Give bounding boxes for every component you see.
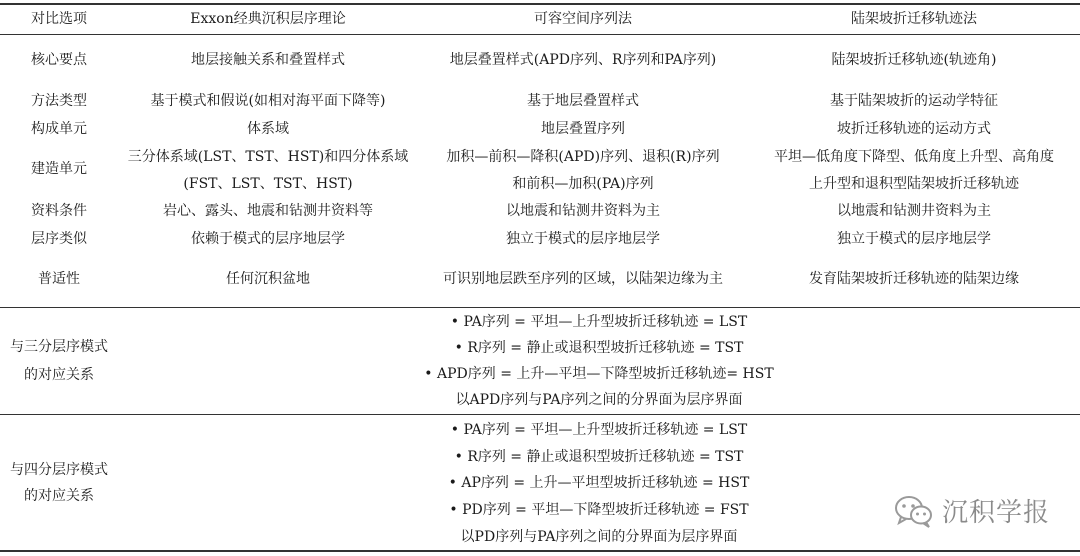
table-cell: 基于模式和假说(如相对海平面下降等) [150, 93, 386, 109]
table-cell: 以地震和钻测井资料为主 [837, 203, 991, 219]
watermark-text: 沉积学报 [941, 498, 1050, 528]
list-item: • AP序列 = 上升—平坦型坡折迁移轨迹 = HST [448, 475, 750, 491]
section-rule-2 [0, 414, 1080, 415]
three-part-label: 与三分层序模式 [10, 339, 108, 355]
table-cell: 和前积—加积(PA)序列 [512, 176, 654, 192]
four-part-label: 的对应关系 [24, 488, 94, 504]
table-cell: 平坦—低角度下降型、低角度上升型、高角度 [774, 149, 1054, 165]
list-item: • PA序列 = 平坦—上升型坡折迁移轨迹 = LST [450, 422, 748, 438]
header-accommodation: 可容空间序列法 [534, 11, 632, 27]
list-item: • PD序列 = 平坦—下降型坡折迁移轨迹 = FST [449, 502, 749, 518]
table-cell: 上升型和退积型陆架坡折迁移轨迹 [809, 176, 1019, 192]
header-comparison-item: 对比选项 [31, 11, 87, 27]
wechat-icon [894, 494, 934, 528]
row-label-sequence-type: 层序类似 [31, 231, 87, 247]
row-label-building-unit: 建造单元 [31, 161, 87, 177]
table-cell: 独立于模式的层序地层学 [506, 231, 660, 247]
header-rule [0, 34, 1080, 35]
table-cell: 地层接触关系和叠置样式 [191, 52, 345, 68]
table-cell: 基于陆架坡折的运动学特征 [830, 93, 998, 109]
row-label-method-type: 方法类型 [31, 93, 87, 109]
table-cell: 陆架坡折迁移轨迹(轨迹角) [831, 52, 997, 68]
row-label-core-points: 核心要点 [31, 52, 87, 68]
row-label-constituent-unit: 构成单元 [31, 121, 87, 137]
three-part-label: 的对应关系 [24, 367, 94, 383]
table-cell: 岩心、露头、地震和钻测井资料等 [163, 203, 373, 219]
list-item: • R序列 = 静止或退积型坡折迁移轨迹 = TST [454, 449, 744, 465]
list-item: 以APD序列与PA序列之间的分界面为层序界面 [455, 392, 743, 408]
table-cell: 加积—前积—降积(APD)序列、退积(R)序列 [446, 149, 720, 165]
row-label-applicability: 普适性 [38, 271, 80, 287]
table-cell: 依赖于模式的层序地层学 [191, 231, 345, 247]
table-cell: 体系域 [247, 121, 289, 137]
list-item: 以PD序列与PA序列之间的分界面为层序界面 [460, 529, 738, 545]
table-cell: 以地震和钻测井资料为主 [506, 203, 660, 219]
header-trajectory: 陆架坡折迁移轨迹法 [851, 11, 977, 27]
bottom-rule [0, 550, 1080, 552]
table-cell: 独立于模式的层序地层学 [837, 231, 991, 247]
table-cell: (FST、LST、TST、HST) [183, 176, 353, 192]
table-cell: 发育陆架坡折迁移轨迹的陆架边缘 [809, 271, 1019, 287]
watermark [894, 492, 1050, 529]
list-item: • PA序列 = 平坦—上升型坡折迁移轨迹 = LST [450, 314, 748, 330]
top-rule [0, 3, 1080, 5]
table-cell: 可识别地层跌至序列的区域，以陆架边缘为主 [443, 271, 723, 287]
table-cell: 三分体系域(LST、TST、HST)和四分体系域 [127, 149, 409, 165]
list-item: • R序列 = 静止或退积型坡折迁移轨迹 = TST [454, 340, 744, 356]
section-rule-1 [0, 307, 1080, 308]
row-label-data-conditions: 资料条件 [31, 203, 87, 219]
table-cell: 地层叠置样式(APD序列、R序列和PA序列) [449, 52, 717, 68]
header-exxon: Exxon经典沉积层序理论 [190, 11, 346, 27]
table-cell: 坡折迁移轨迹的运动方式 [837, 121, 991, 137]
table-cell: 地层叠置序列 [541, 121, 625, 137]
four-part-label: 与四分层序模式 [10, 462, 108, 478]
table-cell: 任何沉积盆地 [226, 271, 310, 287]
list-item: • APD序列 = 上升—平坦—下降型坡折迁移轨迹= HST [424, 366, 774, 382]
table-cell: 基于地层叠置样式 [527, 93, 639, 109]
